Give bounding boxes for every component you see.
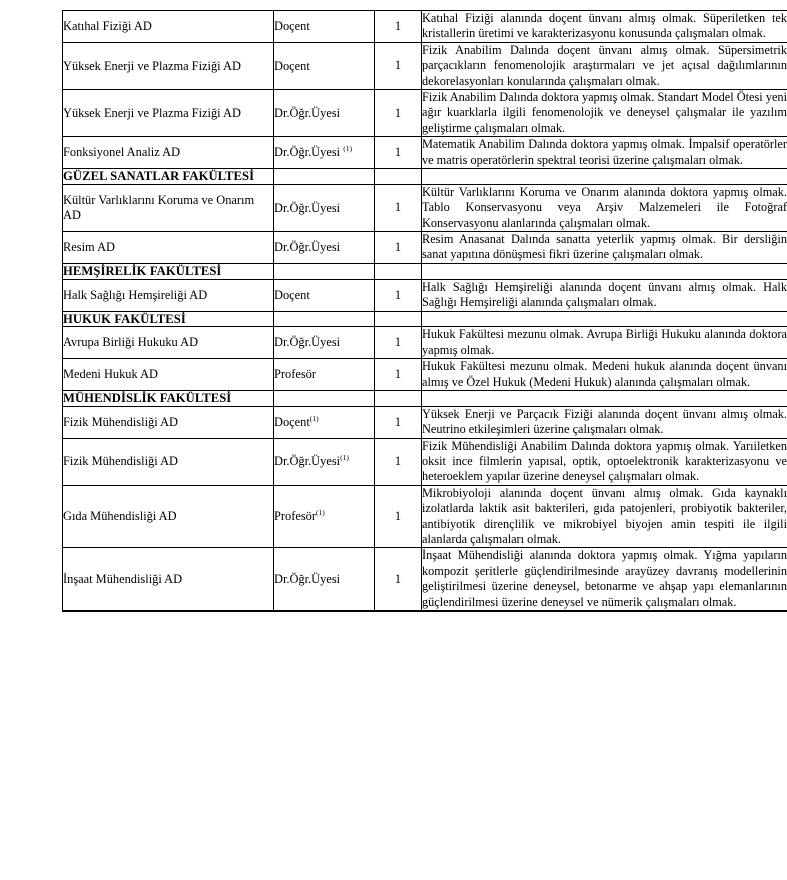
rank-footnote-marker: (1) [340,453,349,463]
requirements-cell: Hukuk Fakültesi mezunu olmak. Medeni hukuk alanında doçent ünvanı almış ve Özel Hukuk (Medeni Hukuk) alanında çalışmaları olmak. [422,359,787,389]
requirements-cell: Katıhal Fiziği alanında doçent ünvanı almış olmak. Süperiletken tek kristallerin üretimi ve karakterizasyonu konusunda çalışmaları olmak. [422,11,787,41]
requirements-cell: Fizik Mühendisliği Anabilim Dalında doktora yapmış olmak. Yarıiletken oksit ince filmlerin yapısal, optik, optoelektronik karakterizasyonu ve heteroeklem yapılar üzerine deneysel çalışmaları olmak. [422,438,787,484]
rank-cell [274,359,375,391]
rank-label: Dr.Öğr.Üyesi [274,105,341,120]
rank-cell [274,438,375,485]
rank-cell [274,327,375,359]
rank-footnote-marker: (1) [315,508,325,518]
rank-cell [274,90,375,137]
rank-cell [274,11,375,43]
rank-cell [274,232,375,264]
rank-label: Dr.Öğr.Üyesi [274,200,341,215]
table-row [63,232,787,264]
position-count-cell [375,390,422,406]
position-count-cell [375,169,422,185]
faculty-header-row [63,311,787,327]
rank-cell [274,390,375,406]
rank-footnote-marker: (1) [309,413,319,423]
table-row [63,485,787,548]
rank-cell [274,548,375,611]
table-row [63,611,787,612]
table-row [63,359,787,391]
position-count-cell: 1 [375,485,422,548]
requirements-cell: Fizik Anabilim Dalında doktora yapmış olmak. Standart Model Ötesi yeni ağır kuarklarla ilgili fenomenolojik ve deneysel çalışmalar ile yazılım geliştirme çalışmaları olmak. [422,90,787,135]
table-row [63,184,787,231]
faculty-name-cell: HEMŞİRELİK FAKÜLTESİ [63,263,274,279]
position-count-cell: 1 [375,359,422,391]
table-row [63,279,787,311]
position-count-cell: 1 [375,11,422,43]
faculty-header-row [63,263,787,279]
requirements-cell: Yüksek Enerji ve Parçacık Fiziği alanında doçent ünvanı almış olmak. Neutrino etkileşimleri üzerine çalışmaları olmak. [422,406,787,437]
rank-cell [274,485,375,548]
position-count-cell: 1 [375,42,422,89]
unit-name-cell: Fizik Mühendisliği AD [63,438,274,485]
requirements-cell [422,390,787,406]
requirements-cell [422,169,787,185]
rank-cell [274,137,375,169]
unit-name-cell: İnşaat Mühendisliği AD [63,548,274,611]
position-count-cell: 1 [375,438,422,485]
requirements-cell [422,611,787,612]
requirements-cell: Mikrobiyoloji alanında doçent ünvanı almış olmak. Gıda kaynaklı izolatlarda laktik asit bakterileri, gıda patojenleri, probiyotik bakteriler, antibiyotik dirençlilik ve mikrobiyel biyojen amin tespiti ile ilgili alanlarda çalışmaları olmak. [422,485,787,546]
unit-name-cell: Katıhal Fiziği AD [63,11,274,43]
position-count-cell: 1 [375,137,422,169]
requirements-cell: Fizik Anabilim Dalında doçent ünvanı almış olmak. Süpersimetrik parçacıkların fenomenolojik araştırmaları ve jet açısal dağılımlarının dekorelasyonları konularında çalışmaları olmak. [422,42,787,88]
faculty-name-cell: MÜHENDİSLİK FAKÜLTESİ [63,390,274,406]
rank-label: Doçent [274,19,310,34]
table-body [63,11,787,612]
position-count-cell: 1 [375,232,422,264]
unit-name-cell [63,611,274,612]
position-count-cell: 1 [375,327,422,359]
rank-cell [274,279,375,311]
rank-label: Dr.Öğr.Üyesi [274,240,341,255]
rank-label: Dr.Öğr.Üyesi [274,145,341,160]
rank-cell [274,611,375,612]
faculty-name-cell: HUKUK FAKÜLTESİ [63,311,274,327]
requirements-cell: Matematik Anabilim Dalında doktora yapmış olmak. İmpalsif operatörler ve matris operatörlerin spektral teorisi üzerine çalışmaları olmak. [422,137,787,167]
rank-cell [274,406,375,438]
rank-label: Dr.Öğr.Üyesi [274,571,341,586]
academic-positions-table [62,10,787,612]
rank-cell [274,311,375,327]
rank-footnote-marker: (1) [343,144,353,154]
unit-name-cell: Resim AD [63,232,274,264]
position-count-cell: 1 [375,548,422,611]
rank-label: Profesör [274,509,316,524]
rank-cell [274,184,375,231]
table-row [63,137,787,169]
rank-label: Doçent [274,287,310,302]
table-row [63,42,787,89]
rank-label: Profesör [274,367,316,382]
table-row [63,11,787,43]
table-row [63,438,787,485]
faculty-name-cell: GÜZEL SANATLAR FAKÜLTESİ [63,169,274,185]
position-count-cell: 1 [375,406,422,438]
rank-cell [274,42,375,89]
unit-name-cell: Medeni Hukuk AD [63,359,274,391]
unit-name-cell: Gıda Mühendisliği AD [63,485,274,548]
rank-label: Doçent [274,414,310,429]
requirements-cell [422,263,787,279]
unit-name-cell: Avrupa Birliği Hukuku AD [63,327,274,359]
position-count-cell [375,311,422,327]
requirements-cell: Kültür Varlıklarını Koruma ve Onarım alanında doktora yapmış olmak. Tablo Konservasyonu veya Arşiv Malzemeleri ile Fotoğraf Konservasyonu alanlarında çalışmaları olmak. [422,184,787,230]
position-count-cell: 1 [375,184,422,231]
table-row [63,327,787,359]
faculty-header-row [63,390,787,406]
table-row [63,406,787,438]
unit-name-cell: Halk Sağlığı Hemşireliği AD [63,279,274,311]
rank-label: Doçent [274,58,310,73]
table-row [63,90,787,137]
unit-name-cell: Fizik Mühendisliği AD [63,406,274,438]
requirements-cell: Resim Anasanat Dalında sanatta yeterlik yapmış olmak. Bir dersliğin sanat yapıtına dönüşmesi fikri üzerine çalışmaları olmak. [422,232,787,262]
requirements-cell [422,311,787,327]
requirements-cell: İnşaat Mühendisliği alanında doktora yapmış olmak. Yığma yapıların kompozit şeritlerle güçlendirilmesinde arayüzey davranış modellerinin geliştirilmesi üzerine deneysel, betonarme ve ahşap yapı elemanlarının güçlendirilmesi üzerine deneysel ve nümerik çalışmaları olmak. [422,548,787,609]
unit-name-cell: Yüksek Enerji ve Plazma Fiziği AD [63,90,274,137]
unit-name-cell: Yüksek Enerji ve Plazma Fiziği AD [63,42,274,89]
table-row [63,548,787,611]
position-count-cell: 1 [375,279,422,311]
rank-label: Dr.Öğr.Üyesi [274,335,341,350]
position-count-cell [375,611,422,612]
unit-name-cell: Fonksiyonel Analiz AD [63,137,274,169]
rank-label: Dr.Öğr.Üyesi [274,454,341,469]
requirements-cell: Halk Sağlığı Hemşireliği alanında doçent ünvanı almış olmak. Halk Sağlığı Hemşireliği alanında çalışmaları olmak. [422,279,787,310]
requirements-cell: Hukuk Fakültesi mezunu olmak. Avrupa Birliği Hukuku alanında doktora yapmış olmak. [422,327,787,357]
position-count-cell: 1 [375,90,422,137]
position-count-cell [375,263,422,279]
rank-cell [274,263,375,279]
faculty-header-row [63,169,787,185]
unit-name-cell: Kültür Varlıklarını Koruma ve Onarım AD [63,184,274,231]
rank-cell [274,169,375,185]
